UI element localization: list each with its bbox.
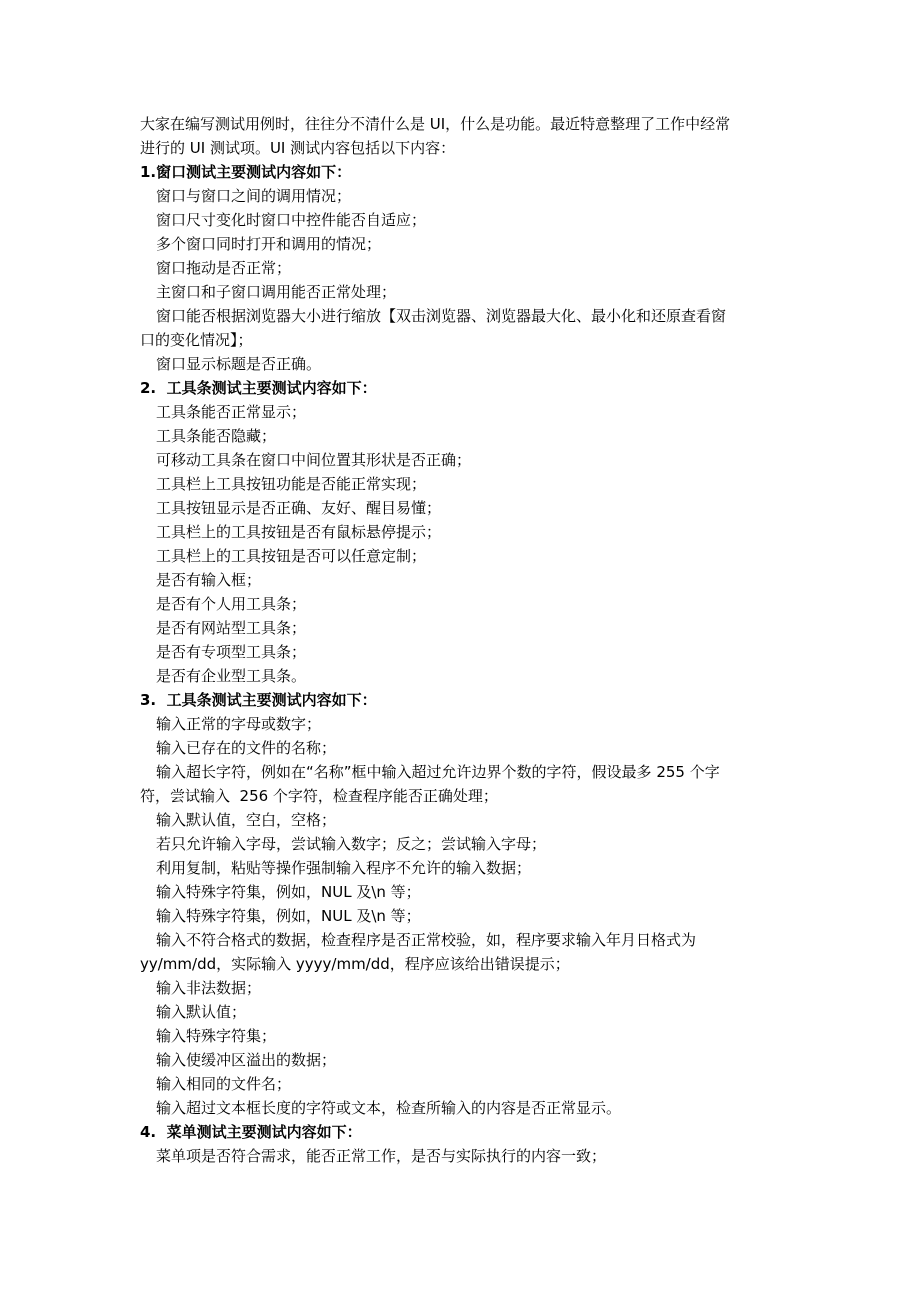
list-item: 工具栏上的工具按钮是否有鼠标悬停提示； [156, 523, 442, 541]
list-item: 是否有专项型工具条； [156, 643, 307, 661]
list-item: 工具栏上工具按钮功能是否能正常实现； [156, 475, 427, 493]
list-item: 窗口显示标题是否正确。 [156, 355, 322, 373]
list-item: 符，尝试输入 256 个字符，检查程序能否正确处理； [140, 787, 498, 805]
list-item: 利用复制，粘贴等操作强制输入程序不允许的输入数据； [156, 859, 532, 877]
list-item: 输入非法数据； [156, 979, 262, 997]
list-item: 是否有输入框； [156, 571, 262, 589]
list-item: 若只允许输入字母，尝试输入数字；反之；尝试输入字母； [156, 835, 547, 853]
list-item: 口的变化情况】； [140, 331, 253, 349]
list-item: 是否有个人用工具条； [156, 595, 307, 613]
list-item: 是否有网站型工具条； [156, 619, 307, 637]
list-item: 输入特殊字符集； [156, 1027, 277, 1045]
list-item: 工具按钮显示是否正确、友好、醒目易懂； [156, 499, 442, 517]
list-item: 输入相同的文件名； [156, 1075, 292, 1093]
list-item: 工具栏上的工具按钮是否可以任意定制； [156, 547, 427, 565]
list-item: 输入默认值，空白，空格； [156, 811, 337, 829]
list-item: 输入已存在的文件的名称； [156, 739, 337, 757]
list-item: 输入不符合格式的数据，检查程序是否正常校验，如，程序要求输入年月日格式为 [156, 931, 697, 949]
list-item: 可移动工具条在窗口中间位置其形状是否正确； [156, 451, 472, 469]
list-item: 输入使缓冲区溢出的数据； [156, 1051, 337, 1069]
list-item: 输入正常的字母或数字； [156, 715, 322, 733]
section-heading: 4. 菜单测试主要测试内容如下： [140, 1123, 362, 1141]
list-item: 输入超长字符，例如在“名称”框中输入超过允许边界个数的字符，假设最多 255 个字 [156, 763, 720, 781]
section-heading: 1.窗口测试主要测试内容如下： [140, 163, 352, 181]
section-heading: 3. 工具条测试主要测试内容如下： [140, 691, 377, 709]
intro-paragraph-line: 大家在编写测试用例时，往往分不清什么是 UI，什么是功能。最近特意整理了工作中经常 [140, 115, 731, 133]
list-item: 菜单项是否符合需求，能否正常工作，是否与实际执行的内容一致； [156, 1147, 607, 1165]
list-item: 窗口尺寸变化时窗口中控件能否自适应； [156, 211, 427, 229]
intro-paragraph-line: 进行的 UI 测试项。UI 测试内容包括以下内容： [140, 139, 456, 157]
list-item: 工具条能否正常显示； [156, 403, 307, 421]
list-item: 主窗口和子窗口调用能否正常处理； [156, 283, 397, 301]
list-item: 工具条能否隐藏； [156, 427, 277, 445]
list-item: yy/mm/dd，实际输入 yyyy/mm/dd，程序应该给出错误提示； [140, 955, 570, 973]
list-item: 窗口能否根据浏览器大小进行缩放【双击浏览器、浏览器最大化、最小化和还原查看窗 [156, 307, 727, 325]
list-item: 窗口拖动是否正常； [156, 259, 292, 277]
list-item: 输入默认值； [156, 1003, 247, 1021]
list-item: 输入特殊字符集，例如，NUL 及\n 等； [156, 883, 421, 901]
section-heading: 2. 工具条测试主要测试内容如下： [140, 379, 377, 397]
list-item: 窗口与窗口之间的调用情况； [156, 187, 352, 205]
list-item: 多个窗口同时打开和调用的情况； [156, 235, 382, 253]
list-item: 输入特殊字符集，例如，NUL 及\n 等； [156, 907, 421, 925]
document-body [140, 112, 790, 1168]
list-item: 输入超过文本框长度的字符或文本，检查所输入的内容是否正常显示。 [156, 1099, 622, 1117]
list-item: 是否有企业型工具条。 [156, 667, 307, 685]
